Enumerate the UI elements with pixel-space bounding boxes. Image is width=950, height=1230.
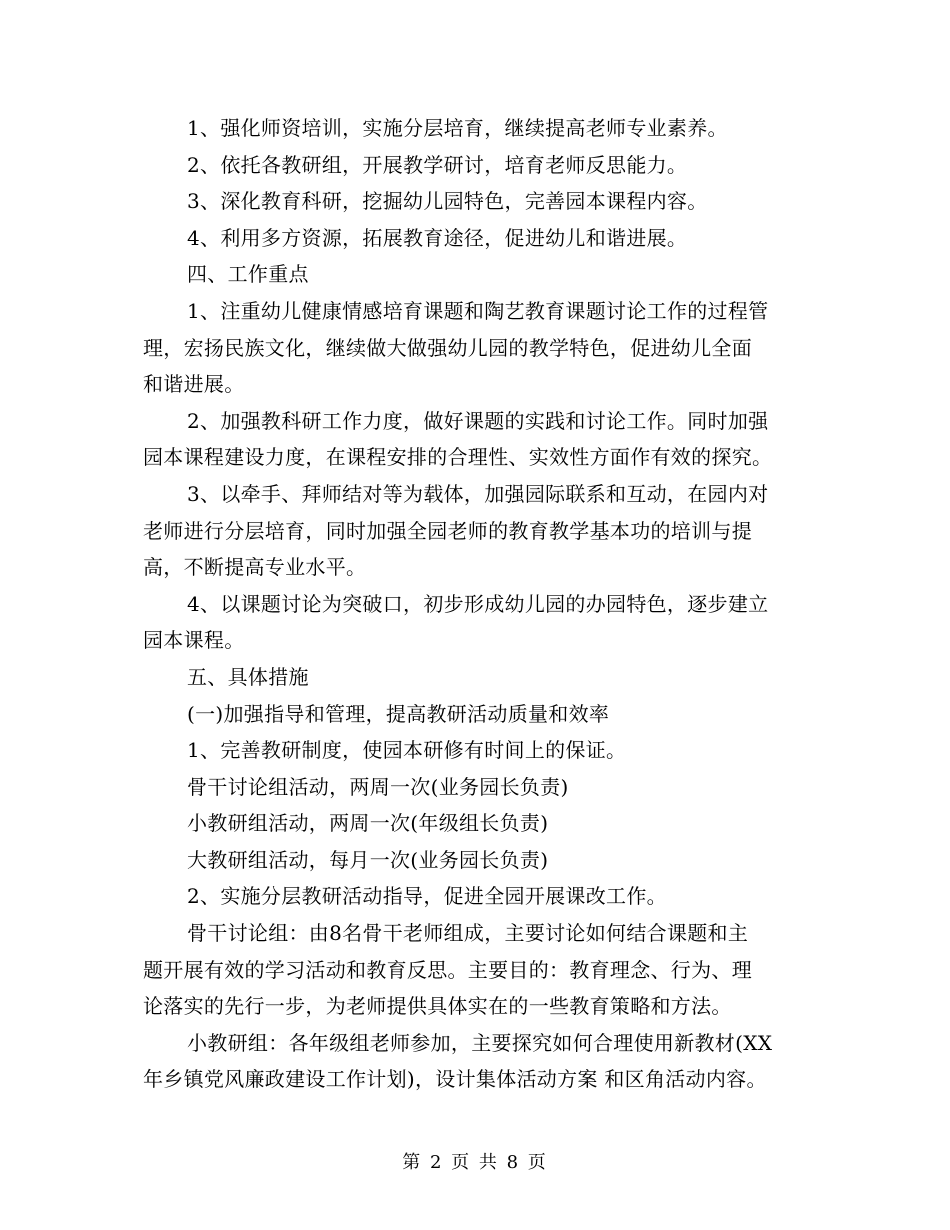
paragraph-line: 4、以课题讨论为突破口，初步形成幼儿园的办园特色，逐步建立 — [187, 591, 769, 616]
document-body — [143, 110, 815, 1098]
paragraph-line: 年乡镇党风廉政建设工作计划)，设计集体活动方案 和区角活动内容。 — [143, 1067, 767, 1092]
paragraph-line: 题开展有效的学习活动和教育反思。主要目的：教育理念、行为、理 — [143, 957, 752, 982]
paragraph-line: 大教研组活动，每月一次(业务园长负责) — [187, 847, 549, 872]
paragraph-line: 老师进行分层培育，同时加强全园老师的教育教学基本功的培训与提 — [143, 518, 752, 543]
paragraph-line: 4、利用多方资源，拓展教育途径，促进幼儿和谐进展。 — [187, 225, 688, 250]
paragraph-line: 小教研组：各年级组老师参加，主要探究如何合理使用新教材(XX — [187, 1030, 773, 1055]
paragraph-line: 2、依托各教研组，开展教学研讨，培育老师反思能力。 — [187, 152, 688, 177]
paragraph-line: 3、深化教育科研，挖掘幼儿园特色，完善园本课程内容。 — [187, 189, 708, 214]
paragraph-line: 理，宏扬民族文化，继续做大做强幼儿园的教学特色，促进幼儿全面 — [143, 335, 752, 360]
paragraph-line: 小教研组活动，两周一次(年级组长负责) — [187, 811, 549, 836]
paragraph-line: 3、以牵手、拜师结对等为载体，加强园际联系和互动，在园内对 — [187, 481, 769, 506]
paragraph-line: 1、强化师资培训，实施分层培育，继续提高老师专业素养。 — [187, 116, 728, 140]
paragraph-line: 和谐进展。 — [143, 372, 245, 397]
paragraph-line: 园本课程建设力度，在课程安排的合理性、实效性方面作有效的探究。 — [143, 445, 773, 470]
paragraph-line: 骨干讨论组：由8名骨干老师组成，主要讨论如何结合课题和主 — [187, 921, 749, 946]
paragraph-line: 论落实的先行一步，为老师提供具体实在的一些教育策略和方法。 — [143, 994, 732, 1019]
section-heading: 五、具体措施 — [187, 664, 309, 689]
subsection-heading: (一)加强指导和管理，提高教研活动质量和效率 — [187, 701, 610, 726]
paragraph-line: 骨干讨论组活动，两周一次(业务园长负责) — [187, 774, 569, 799]
paragraph-line: 2、实施分层教研活动指导，促进全园开展课改工作。 — [187, 884, 667, 909]
paragraph-line: 2、加强教科研工作力度，做好课题的实践和讨论工作。同时加强 — [187, 408, 769, 433]
paragraph-line: 1、注重幼儿健康情感培育课题和陶艺教育课题讨论工作的过程管 — [187, 298, 769, 323]
page-number-footer: 第 2 页 共 8 页 — [402, 1152, 548, 1173]
paragraph-line: 1、完善教研制度，使园本研修有时间上的保证。 — [187, 738, 627, 763]
section-heading: 四、工作重点 — [187, 262, 309, 287]
paragraph-line: 高，不断提高专业水平。 — [143, 555, 367, 580]
paragraph-line: 园本课程。 — [143, 628, 245, 653]
